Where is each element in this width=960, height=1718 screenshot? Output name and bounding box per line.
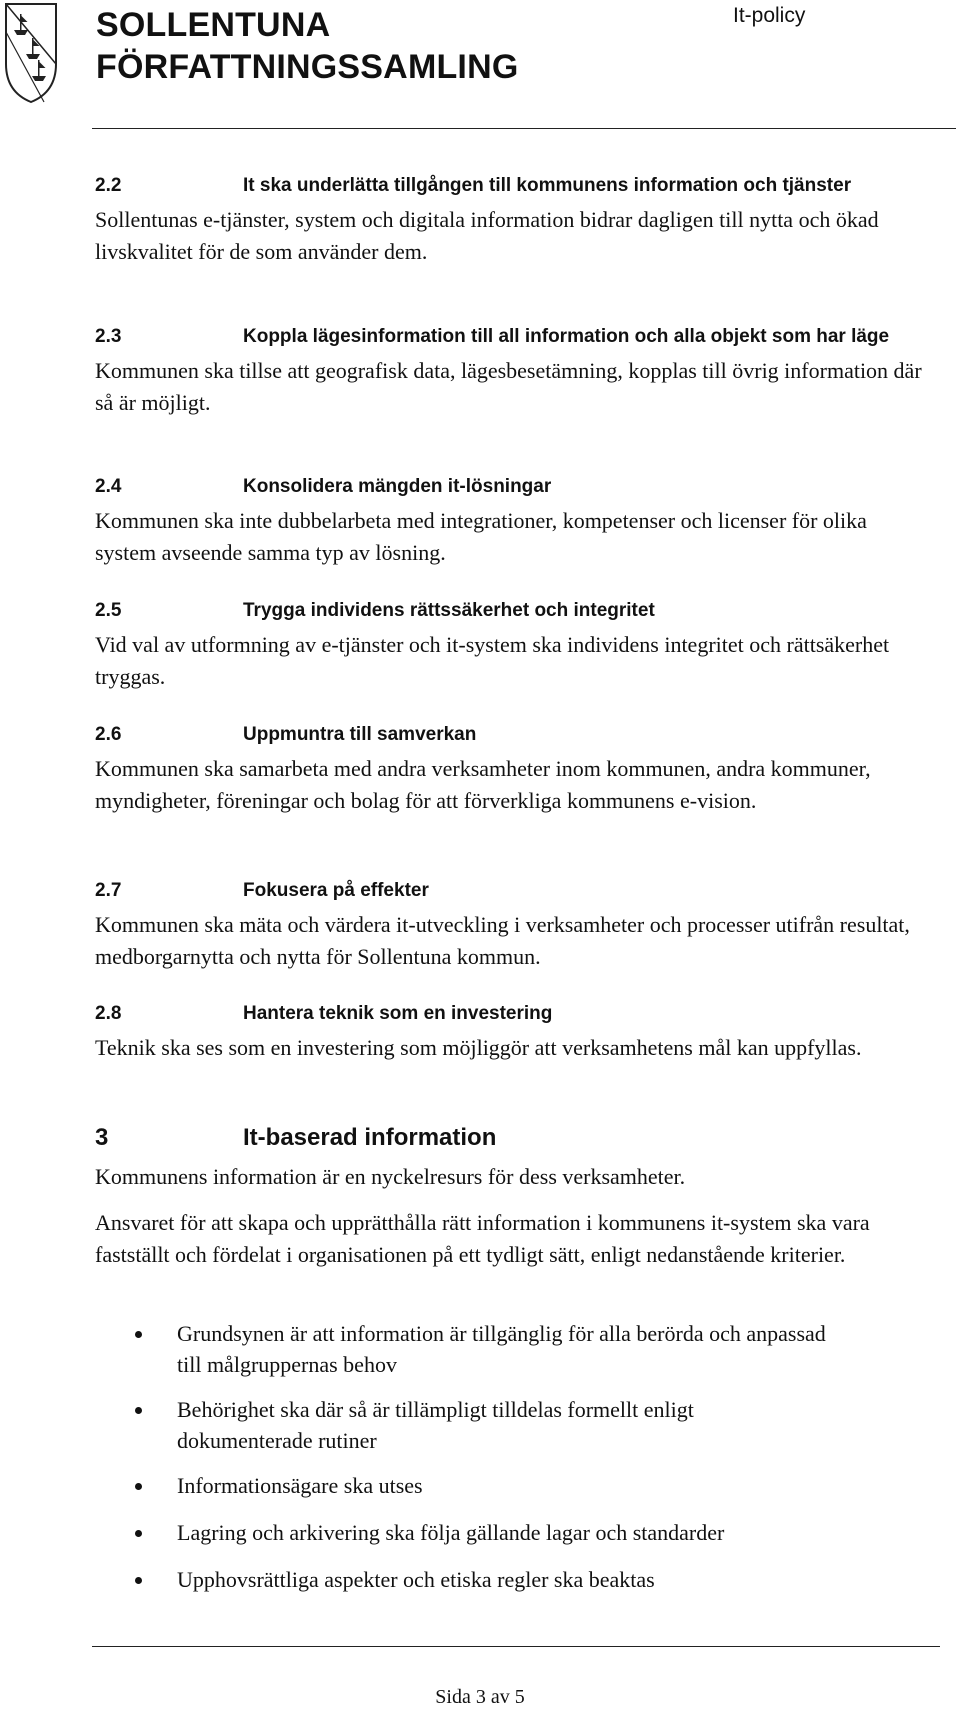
section-2-8 xyxy=(95,1001,925,1064)
publication-title-line1: SOLLENTUNA xyxy=(96,6,331,44)
page-number: Sida 3 av 5 xyxy=(435,1686,525,1708)
list-item xyxy=(95,1564,925,1595)
section-title: Konsolidera mängden it-lösningar xyxy=(243,476,552,497)
publication-title-line2: FÖRFATTNINGSSAMLING xyxy=(96,48,519,86)
section-2-6 xyxy=(95,722,925,817)
list-item-text: Grundsynen är att information är tillgänglig för alla berörda och anpassad till målgruppernas behov xyxy=(177,1321,826,1377)
section-2-2 xyxy=(95,173,925,268)
section-body: Kommunen ska tillse att geografisk data, lägesbesetämning, kopplas till övrig information där så är möjligt. xyxy=(95,358,922,415)
list-item xyxy=(95,1517,925,1548)
section-title: It ska underlätta tillgången till kommunens information och tjänster xyxy=(243,175,852,196)
section-2-5 xyxy=(95,598,925,693)
list-item xyxy=(95,1318,837,1380)
section-number: 2.6 xyxy=(95,724,122,745)
section-body: Vid val av utformning av e-tjänster och it-system ska individens integritet och rättsäkerhet tryggas. xyxy=(95,632,890,689)
section-heading xyxy=(95,598,925,623)
section-body: Sollentunas e-tjänster, system och digitala information bidrar dagligen till nytta och ökad livskvalitet för de som använder dem. xyxy=(95,207,879,264)
bullet-icon xyxy=(135,1483,142,1490)
section-heading xyxy=(95,878,925,903)
section-heading xyxy=(95,1001,925,1026)
section-number: 2.2 xyxy=(95,175,122,196)
list-item-text: Behörighet ska där så är tillämpligt tilldelas formellt enligt dokumenterade rutiner xyxy=(177,1397,694,1453)
section-body: Teknik ska ses som en investering som möjliggör att verksamhetens mål kan uppfyllas. xyxy=(95,1035,862,1060)
section-title: Hantera teknik som en investering xyxy=(243,1003,553,1024)
bullet-icon xyxy=(135,1530,142,1537)
section-2-3 xyxy=(95,324,925,419)
municipality-crest-logo xyxy=(4,2,58,104)
list-item-text: Upphovsrättliga aspekter och etiska regler ska beaktas xyxy=(177,1567,655,1592)
criteria-list xyxy=(95,1318,925,1595)
section-title: Uppmuntra till samverkan xyxy=(243,724,477,745)
chapter-paragraph: Ansvaret för att skapa och upprätthålla rätt information i kommunens it-system ska vara fastställt och fördelat i organisationen på ett tydligt sätt, enligt nedanstående kriterier. xyxy=(95,1210,870,1267)
list-item xyxy=(95,1470,925,1501)
section-number: 2.3 xyxy=(95,326,122,347)
publication-title xyxy=(96,4,518,88)
section-2-7 xyxy=(95,878,925,973)
section-2-4 xyxy=(95,474,925,569)
list-item-text: Lagring och arkivering ska följa gällande lagar och standarder xyxy=(177,1520,725,1545)
section-title: Fokusera på effekter xyxy=(243,880,429,901)
bullet-icon xyxy=(135,1331,142,1338)
header-divider xyxy=(92,128,956,129)
section-number: 2.4 xyxy=(95,476,122,497)
bullet-icon xyxy=(135,1577,142,1584)
section-body: Kommunen ska mäta och värdera it-utveckling i verksamheter och processer utifrån resultat, medborgarnytta och nytta för Sollentuna kommun. xyxy=(95,912,910,969)
bullet-icon xyxy=(135,1407,142,1414)
section-body: Kommunen ska samarbeta med andra verksamheter inom kommunen, andra kommuner, myndigheter, föreningar och bolag för att förverkliga kommunens e-vision. xyxy=(95,756,871,813)
document-name: It-policy xyxy=(733,4,806,27)
chapter-title: It-baserad information xyxy=(243,1124,497,1151)
chapter-number: 3 xyxy=(95,1124,109,1151)
section-heading xyxy=(95,324,925,349)
footer-divider xyxy=(92,1646,940,1647)
section-heading xyxy=(95,722,925,747)
section-title: Koppla lägesinformation till all information och alla objekt som har läge xyxy=(243,326,890,347)
section-heading xyxy=(95,173,925,198)
section-number: 2.8 xyxy=(95,1003,122,1024)
section-number: 2.7 xyxy=(95,880,122,901)
chapter-paragraph: Kommunens information är en nyckelresurs för dess verksamheter. xyxy=(95,1164,686,1189)
section-body: Kommunen ska inte dubbelarbeta med integrationer, kompetenser och licenser för olika system avseende samma typ av lösning. xyxy=(95,508,867,565)
section-title: Trygga individens rättssäkerhet och integritet xyxy=(243,600,655,621)
section-number: 2.5 xyxy=(95,600,122,621)
chapter-3 xyxy=(95,1123,925,1271)
list-item-text: Informationsägare ska utses xyxy=(177,1473,423,1498)
section-heading xyxy=(95,474,925,499)
list-item xyxy=(95,1394,797,1456)
chapter-heading xyxy=(95,1123,925,1153)
